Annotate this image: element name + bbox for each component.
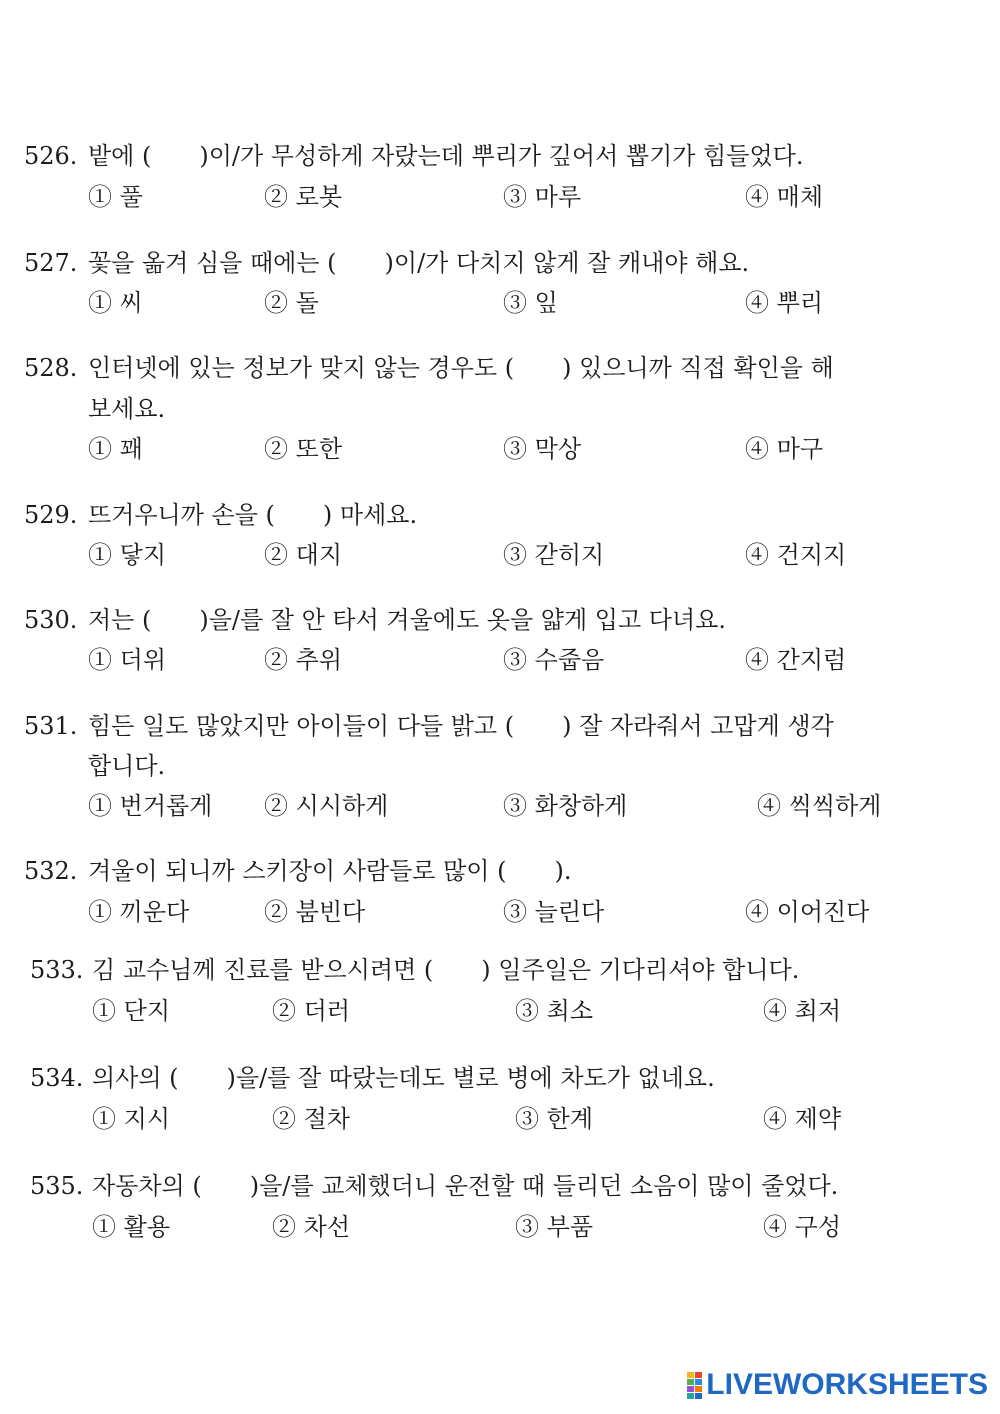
question-number: 527. bbox=[24, 249, 78, 277]
question-text-continued: 합니다. bbox=[88, 752, 166, 780]
option-3[interactable]: ③ 부품 bbox=[515, 1213, 593, 1241]
liveworksheets-logo[interactable] bbox=[687, 1370, 988, 1400]
logo-mark-block bbox=[695, 1379, 702, 1385]
option-2[interactable]: ② 대지 bbox=[264, 541, 342, 569]
option-1[interactable]: ① 닿지 bbox=[88, 541, 166, 569]
question-text: 뜨거우니까 손을 ( ) 마세요. bbox=[88, 501, 418, 529]
option-3[interactable]: ③ 한계 bbox=[515, 1105, 593, 1133]
option-4[interactable]: ④ 최저 bbox=[763, 997, 841, 1025]
logo-mark-block bbox=[695, 1386, 702, 1392]
option-3[interactable]: ③ 갇히지 bbox=[503, 541, 605, 569]
option-4[interactable]: ④ 씩씩하게 bbox=[757, 792, 882, 820]
logo-mark-block bbox=[687, 1386, 694, 1392]
option-3[interactable]: ③ 화창하게 bbox=[503, 792, 628, 820]
logo-mark-block bbox=[687, 1393, 694, 1399]
option-1[interactable]: ① 활용 bbox=[92, 1213, 170, 1241]
question-text: 겨울이 되니까 스키장이 사람들로 많이 ( ). bbox=[88, 857, 572, 885]
option-1[interactable]: ① 지시 bbox=[92, 1105, 170, 1133]
question-text-continued: 보세요. bbox=[88, 395, 166, 423]
option-4[interactable]: ④ 건지지 bbox=[745, 541, 847, 569]
question-number: 532. bbox=[24, 857, 78, 885]
option-3[interactable]: ③ 늘린다 bbox=[503, 898, 605, 926]
option-3[interactable]: ③ 수줍음 bbox=[503, 646, 605, 674]
question-text: 인터넷에 있는 정보가 맞지 않는 경우도 ( ) 있으니까 직접 확인을 해 bbox=[88, 354, 834, 382]
option-2[interactable]: ② 시시하게 bbox=[264, 792, 389, 820]
question-number: 531. bbox=[24, 712, 78, 740]
option-4[interactable]: ④ 마구 bbox=[745, 435, 823, 463]
question-number: 529. bbox=[24, 501, 78, 529]
question-number: 535. bbox=[30, 1172, 84, 1200]
option-2[interactable]: ② 절차 bbox=[272, 1105, 350, 1133]
question-text: 꽃을 옮겨 심을 때에는 ( )이/가 다치지 않게 잘 캐내야 해요. bbox=[88, 249, 750, 277]
question-number: 528. bbox=[24, 354, 78, 382]
option-1[interactable]: ① 단지 bbox=[92, 997, 170, 1025]
question-number: 526. bbox=[24, 142, 78, 170]
question-number: 534. bbox=[30, 1064, 84, 1092]
option-1[interactable]: ① 씨 bbox=[88, 289, 143, 317]
option-2[interactable]: ② 또한 bbox=[264, 435, 342, 463]
option-1[interactable]: ① 번거롭게 bbox=[88, 792, 213, 820]
option-2[interactable]: ② 차선 bbox=[272, 1213, 350, 1241]
question-text: 밭에 ( )이/가 무성하게 자랐는데 뿌리가 깊어서 뽑기가 힘들었다. bbox=[88, 142, 804, 170]
option-3[interactable]: ③ 막상 bbox=[503, 435, 581, 463]
liveworksheets-wordmark: LIVEWORKSHEETS bbox=[706, 1368, 988, 1401]
option-4[interactable]: ④ 간지럼 bbox=[745, 646, 847, 674]
option-2[interactable]: ② 더러 bbox=[272, 997, 350, 1025]
option-4[interactable]: ④ 제약 bbox=[763, 1105, 841, 1133]
option-4[interactable]: ④ 매체 bbox=[745, 183, 823, 211]
logo-mark-block bbox=[695, 1393, 702, 1399]
option-2[interactable]: ② 추위 bbox=[264, 646, 342, 674]
option-1[interactable]: ① 더위 bbox=[88, 646, 166, 674]
option-2[interactable]: ② 돌 bbox=[264, 289, 319, 317]
option-1[interactable]: ① 꽤 bbox=[88, 435, 143, 463]
logo-mark-block bbox=[687, 1379, 694, 1385]
option-4[interactable]: ④ 구성 bbox=[763, 1213, 841, 1241]
option-1[interactable]: ① 끼운다 bbox=[88, 898, 190, 926]
option-4[interactable]: ④ 뿌리 bbox=[745, 289, 823, 317]
logo-mark-block bbox=[687, 1372, 694, 1378]
question-text: 저는 ( )을/를 잘 안 타서 겨울에도 옷을 얇게 입고 다녀요. bbox=[88, 606, 726, 634]
option-3[interactable]: ③ 마루 bbox=[503, 183, 581, 211]
question-text: 자동차의 ( )을/를 교체했더니 운전할 때 들리던 소음이 많이 줄었다. bbox=[92, 1172, 839, 1200]
question-text: 김 교수님께 진료를 받으시려면 ( ) 일주일은 기다리셔야 합니다. bbox=[92, 956, 800, 984]
option-2[interactable]: ② 붐빈다 bbox=[264, 898, 366, 926]
question-number: 533. bbox=[30, 956, 84, 984]
logo-mark-block bbox=[695, 1372, 702, 1378]
option-2[interactable]: ② 로봇 bbox=[264, 183, 342, 211]
option-1[interactable]: ① 풀 bbox=[88, 183, 143, 211]
question-text: 힘든 일도 많았지만 아이들이 다들 밝고 ( ) 잘 자라줘서 고맙게 생각 bbox=[88, 712, 834, 740]
option-3[interactable]: ③ 최소 bbox=[515, 997, 593, 1025]
liveworksheets-mark-icon bbox=[687, 1372, 702, 1399]
question-text: 의사의 ( )을/를 잘 따랐는데도 별로 병에 차도가 없네요. bbox=[92, 1064, 715, 1092]
question-number: 530. bbox=[24, 606, 78, 634]
option-3[interactable]: ③ 잎 bbox=[503, 289, 558, 317]
option-4[interactable]: ④ 이어진다 bbox=[745, 898, 870, 926]
